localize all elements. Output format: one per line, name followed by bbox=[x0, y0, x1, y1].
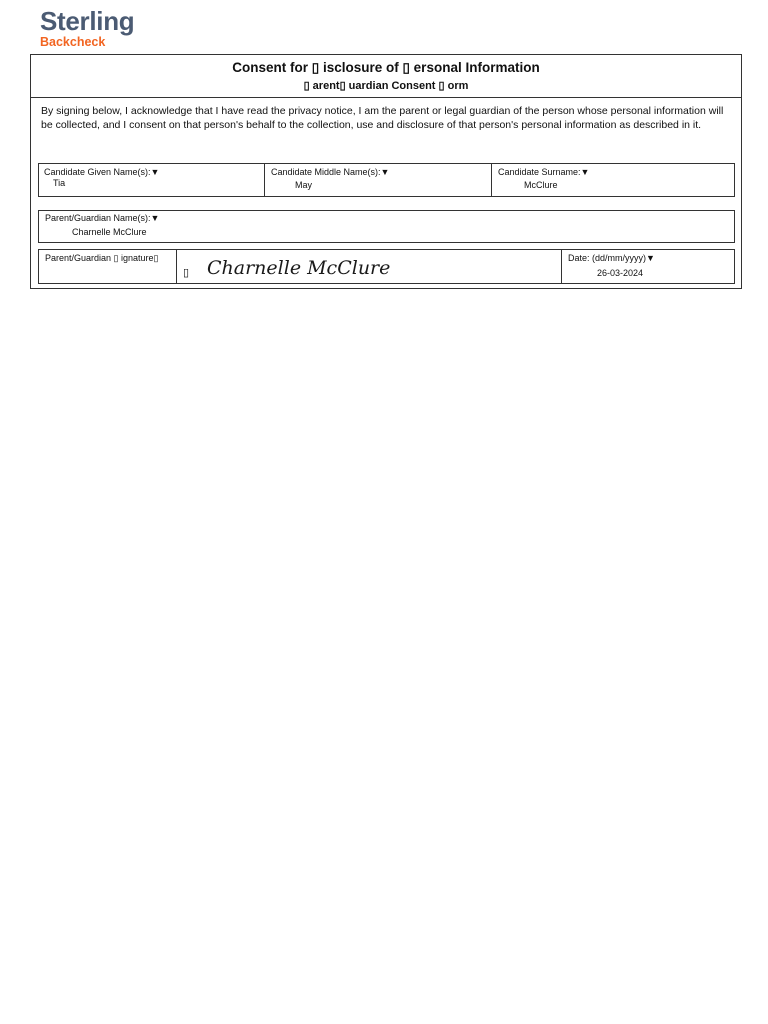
consent-statement: By signing below, I acknowledge that I have read the privacy notice, I am the parent or legal guardian of the person whose personal information will be collected, and I consent on that person's behalf to the collection, use and disclosure of that person's personal information as described in it. bbox=[41, 105, 724, 131]
candidate-surname-field[interactable] bbox=[491, 164, 734, 196]
company-logo bbox=[40, 8, 134, 49]
guardian-signature-label-cell bbox=[39, 250, 176, 283]
guardian-signature-label: Parent/Guardian ▯ ignature▯ bbox=[45, 253, 159, 263]
form-subtitle: ▯ arent▯ uardian Consent ▯ orm bbox=[303, 80, 469, 92]
candidate-middle-name-field[interactable] bbox=[264, 164, 491, 196]
date-label: Date: (dd/mm/yyyy)▼ bbox=[568, 253, 655, 263]
date-value: 26-03-2024 bbox=[597, 268, 644, 278]
guardian-name-row[interactable] bbox=[38, 210, 735, 243]
logo-subtitle: Backcheck bbox=[40, 35, 106, 49]
candidate-names-row bbox=[38, 163, 735, 197]
candidate-middle-name-label: Candidate Middle Name(s):▼ bbox=[271, 167, 390, 177]
handwritten-signature bbox=[205, 252, 395, 282]
candidate-surname-label: Candidate Surname:▼ bbox=[498, 167, 590, 177]
signature-placeholder-glyph: ▯ bbox=[183, 267, 190, 279]
guardian-signature-field[interactable] bbox=[176, 250, 561, 283]
logo-wordmark: Sterling bbox=[40, 6, 135, 36]
form-header bbox=[31, 55, 741, 98]
candidate-given-name-field[interactable] bbox=[39, 164, 264, 196]
guardian-name-label: Parent/Guardian Name(s):▼ bbox=[45, 213, 160, 223]
signature-date-row bbox=[38, 249, 735, 284]
date-field[interactable] bbox=[561, 250, 734, 283]
svg-text:Charnelle McClure: Charnelle McClure bbox=[207, 257, 391, 279]
form-title: Consent for ▯ isclosure of ▯ ersonal Information bbox=[232, 60, 540, 75]
candidate-given-name-value: Tia bbox=[53, 178, 66, 188]
guardian-name-value: Charnelle McClure bbox=[72, 227, 147, 237]
consent-form bbox=[30, 54, 742, 289]
candidate-middle-name-value: May bbox=[295, 180, 313, 190]
candidate-surname-value: McClure bbox=[524, 180, 558, 190]
candidate-given-name-label: Candidate Given Name(s):▼ bbox=[44, 167, 160, 177]
